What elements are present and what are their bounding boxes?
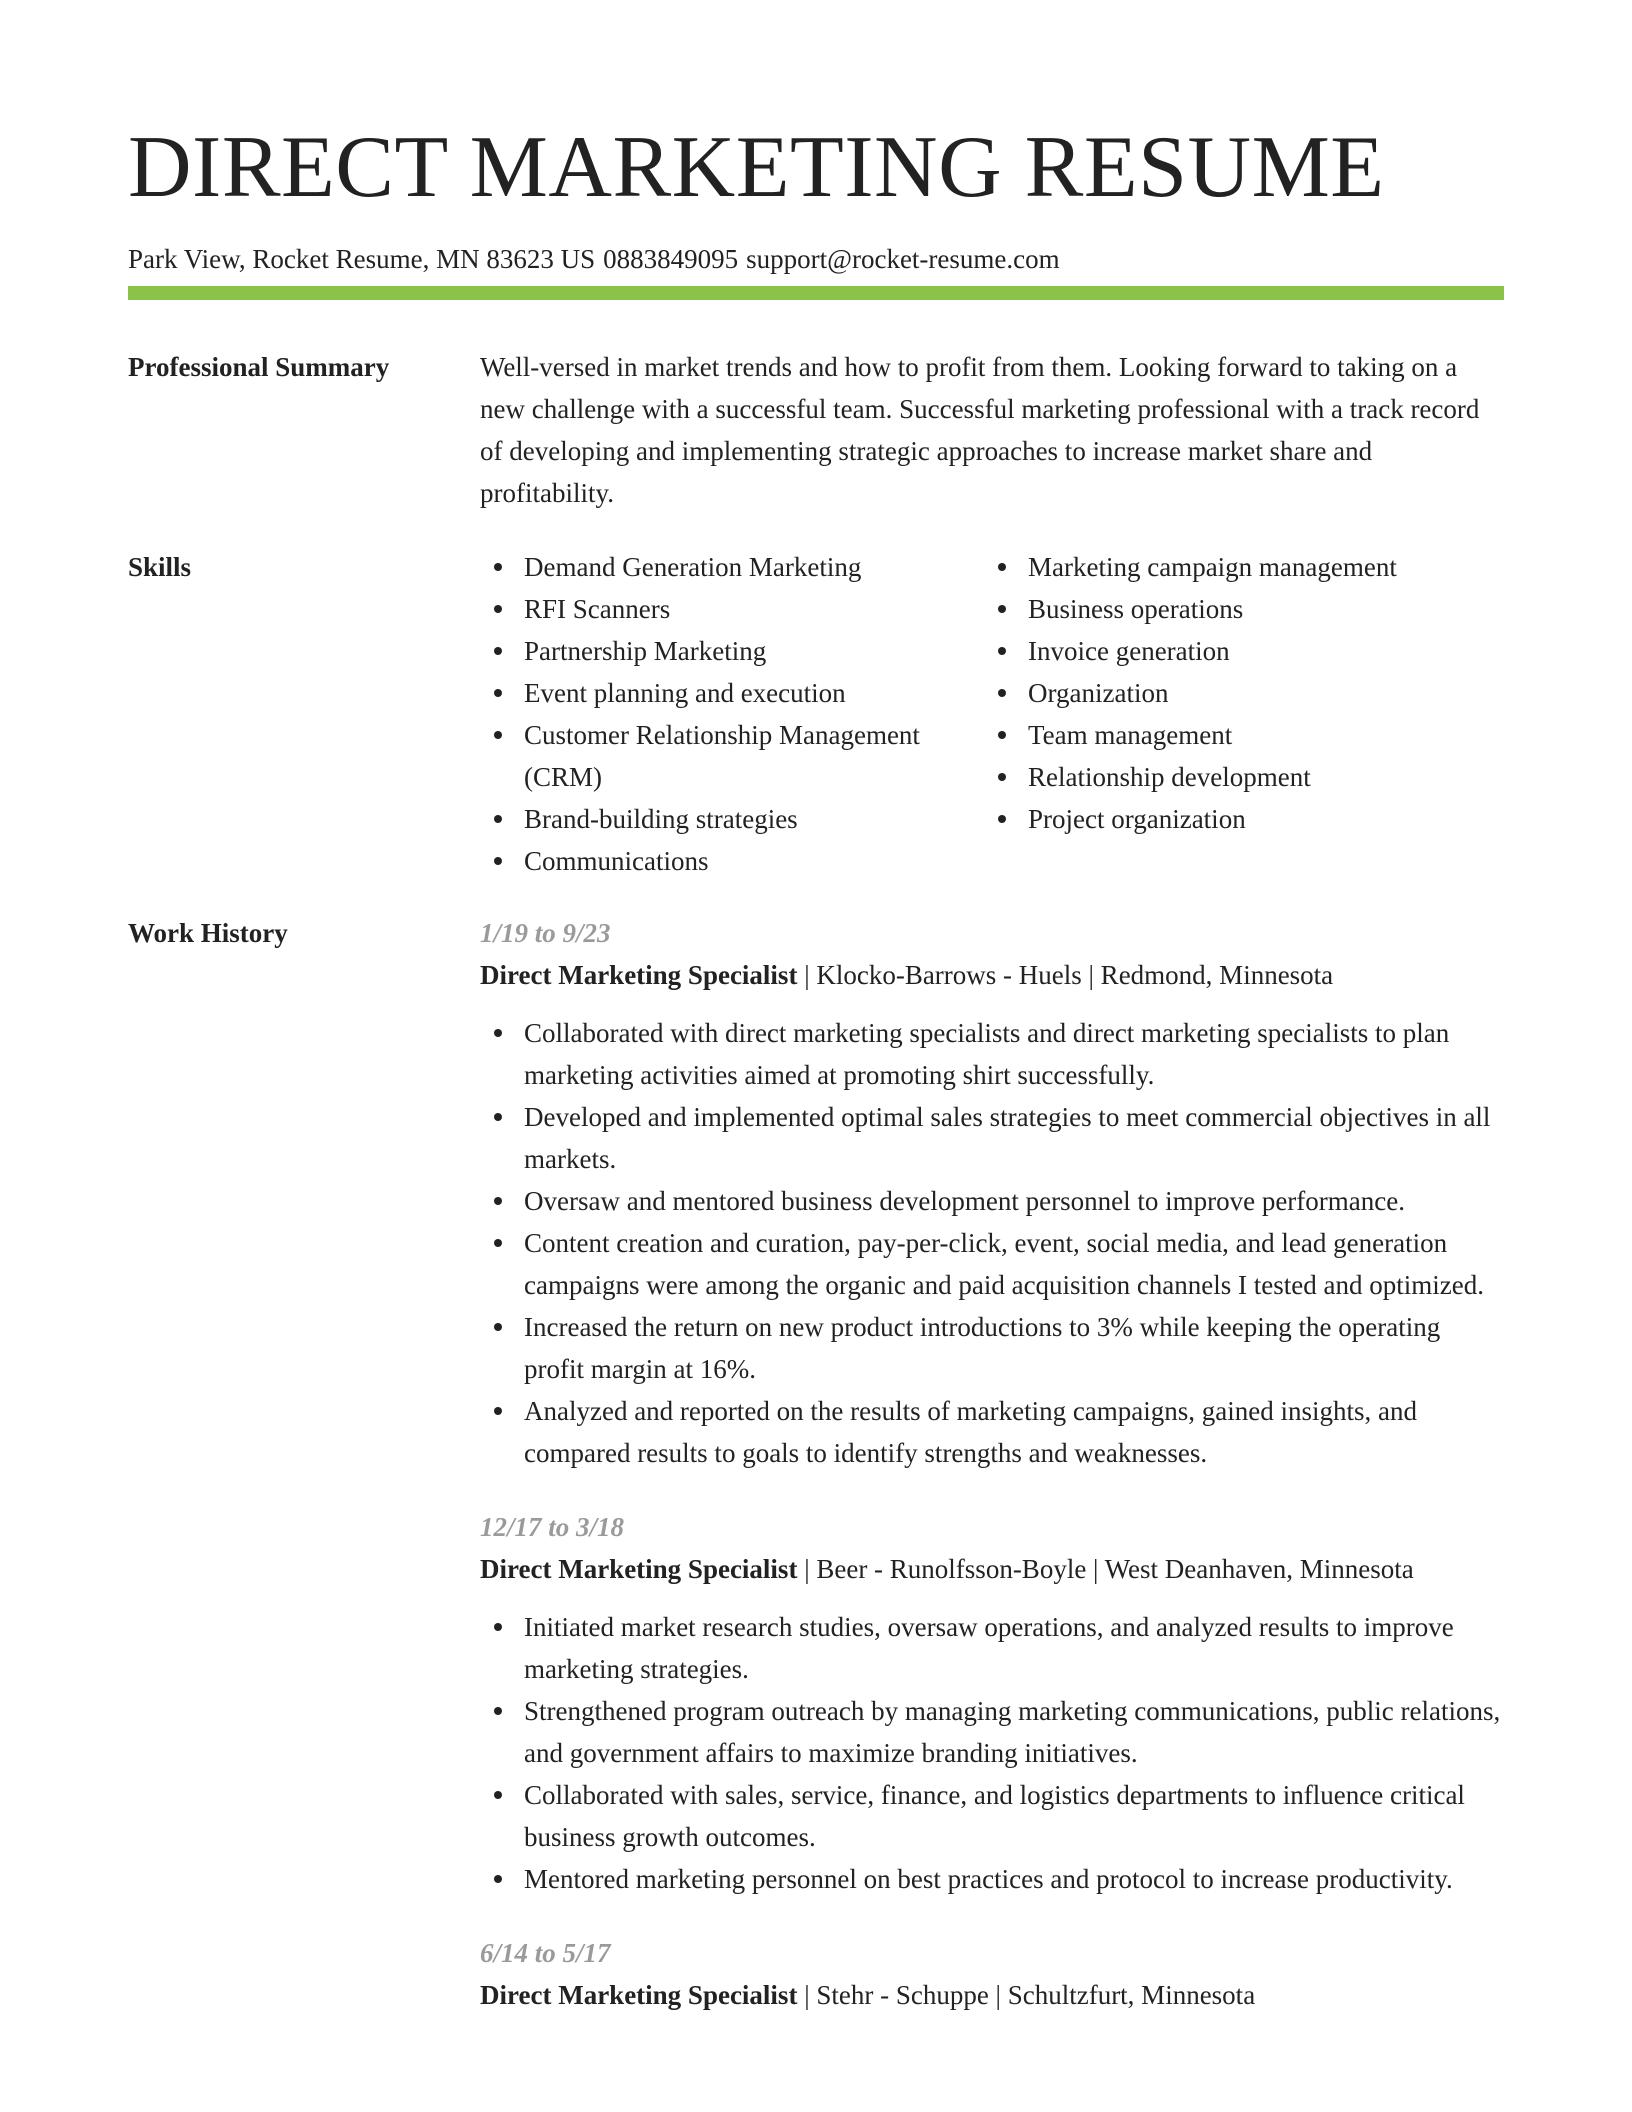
job-title: Direct Marketing Specialist <box>480 1980 798 2010</box>
skills-list-left <box>480 546 984 882</box>
skill-item: Demand Generation Marketing <box>480 546 984 588</box>
job-role-line <box>480 1548 1504 1590</box>
job-bullet: Increased the return on new product introductions to 3% while keeping the operating profit margin at 16%. <box>480 1306 1504 1390</box>
skills-list-right <box>984 546 1488 882</box>
job-bullets <box>480 1606 1504 1900</box>
skill-item: Communications <box>480 840 984 882</box>
job-entry <box>480 912 1504 1474</box>
contact-line <box>128 242 1504 276</box>
skill-item: Event planning and execution <box>480 672 984 714</box>
skills-content <box>480 546 1504 882</box>
skill-item: Customer Relationship Management (CRM) <box>480 714 984 798</box>
job-bullet: Developed and implemented optimal sales strategies to meet commercial objectives in all markets. <box>480 1096 1504 1180</box>
job-dates: 12/17 to 3/18 <box>480 1512 625 1542</box>
skill-item: Team management <box>984 714 1488 756</box>
work-history-content <box>480 912 1504 2048</box>
job-bullet: Strengthened program outreach by managing marketing communications, public relations, and government affairs to maximize branding initiatives. <box>480 1690 1504 1774</box>
skills-label: Skills <box>128 552 192 582</box>
job-bullet: Oversaw and mentored business development personnel to improve performance. <box>480 1180 1504 1222</box>
header-divider <box>128 286 1504 300</box>
skill-item: Project organization <box>984 798 1488 840</box>
job-entry <box>480 1932 1504 2016</box>
skill-item: Relationship development <box>984 756 1488 798</box>
job-dates: 6/14 to 5/17 <box>480 1938 611 1968</box>
skill-item: RFI Scanners <box>480 588 984 630</box>
summary-content <box>480 346 1504 514</box>
resume-header <box>128 120 1504 276</box>
job-role-line <box>480 954 1504 996</box>
job-bullet: Initiated market research studies, oversaw operations, and analyzed results to improve marketing strategies. <box>480 1606 1504 1690</box>
work-history-label: Work History <box>128 918 288 948</box>
summary-label: Professional Summary <box>128 352 390 382</box>
skill-item: Organization <box>984 672 1488 714</box>
job-entry <box>480 1506 1504 1900</box>
contact-address: Park View, Rocket Resume, MN 83623 US <box>128 244 596 274</box>
skill-item: Invoice generation <box>984 630 1488 672</box>
job-employer-location: | Stehr - Schuppe | Schultzfurt, Minnesota <box>797 1980 1256 2010</box>
job-employer-location: | Klocko-Barrows - Huels | Redmond, Minnesota <box>797 960 1334 990</box>
job-bullet: Mentored marketing personnel on best practices and protocol to increase productivity. <box>480 1858 1504 1900</box>
contact-phone: 0883849095 <box>603 244 739 274</box>
skill-item: Business operations <box>984 588 1488 630</box>
job-bullet: Analyzed and reported on the results of marketing campaigns, gained insights, and compared results to goals to identify strengths and weaknesses. <box>480 1390 1504 1474</box>
contact-email: support@rocket-resume.com <box>746 244 1060 274</box>
job-title: Direct Marketing Specialist <box>480 1554 798 1584</box>
job-employer-location: | Beer - Runolfsson-Boyle | West Deanhaven, Minnesota <box>797 1554 1414 1584</box>
job-bullet: Collaborated with sales, service, finance, and logistics departments to influence critical business growth outcomes. <box>480 1774 1504 1858</box>
skill-item: Brand-building strategies <box>480 798 984 840</box>
job-dates: 1/19 to 9/23 <box>480 918 611 948</box>
skill-item: Partnership Marketing <box>480 630 984 672</box>
skill-item: Marketing campaign management <box>984 546 1488 588</box>
summary-text: Well-versed in market trends and how to profit from them. Looking forward to taking on a new challenge with a successful team. Successful marketing professional with a track record of developing and implementing strategic approaches to increase market share and profitability. <box>480 352 1480 508</box>
job-bullets <box>480 1012 1504 1474</box>
job-title: Direct Marketing Specialist <box>480 960 798 990</box>
job-bullet: Content creation and curation, pay-per-click, event, social media, and lead generation campaigns were among the organic and paid acquisition channels I tested and optimized. <box>480 1222 1504 1306</box>
resume-title: DIRECT MARKETING RESUME <box>128 119 1385 216</box>
job-bullet: Collaborated with direct marketing specialists and direct marketing specialists to plan marketing activities aimed at promoting shirt successfully. <box>480 1012 1504 1096</box>
job-role-line <box>480 1974 1504 2016</box>
